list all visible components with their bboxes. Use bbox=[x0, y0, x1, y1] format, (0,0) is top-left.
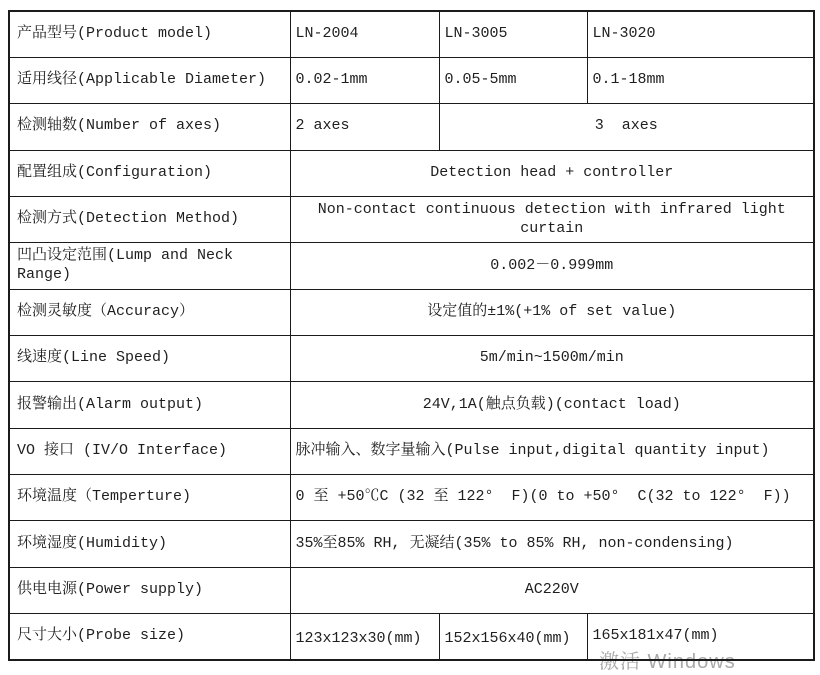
cell-model-2: LN-3005 bbox=[439, 11, 587, 57]
row-label-power-supply: 供电电源(Power supply) bbox=[9, 567, 290, 613]
table-row-power-supply bbox=[9, 567, 814, 613]
cell-diameter-3: 0.1-18mm bbox=[587, 57, 814, 103]
table-row-io-interface bbox=[9, 428, 814, 474]
cell-diameter-1: 0.02-1mm bbox=[290, 57, 439, 103]
row-label-probe-size: 尺寸大小(Probe size) bbox=[9, 613, 290, 660]
cell-accuracy: 设定值的±1%(+1% of set value) bbox=[290, 289, 814, 335]
row-label-number-of-axes: 检测轴数(Number of axes) bbox=[9, 104, 290, 150]
windows-activation-watermark: 激活 Windows bbox=[599, 651, 736, 673]
row-label-product-model: 产品型号(Product model) bbox=[9, 11, 290, 57]
row-label-configuration: 配置组成(Configuration) bbox=[9, 150, 290, 196]
cell-detection-method: Non-contact continuous detection with infrared light curtain bbox=[290, 196, 814, 242]
table-row-probe-size bbox=[9, 613, 814, 660]
row-label-io-interface: VO 接口 (IV/O Interface) bbox=[9, 428, 290, 474]
row-label-detection-method: 检测方式(Detection Method) bbox=[9, 196, 290, 242]
cell-model-3: LN-3020 bbox=[587, 11, 814, 57]
cell-probe-size-1: 123x123x30(mm) bbox=[290, 613, 439, 660]
cell-line-speed: 5m/min~1500m/min bbox=[290, 335, 814, 381]
row-label-applicable-diameter: 适用线径(Applicable Diameter) bbox=[9, 57, 290, 103]
cell-model-1: LN-2004 bbox=[290, 11, 439, 57]
cell-probe-size-2: 152x156x40(mm) bbox=[439, 613, 587, 660]
row-label-temperature: 环境温度（Temperture) bbox=[9, 474, 290, 520]
cell-probe-size-3: 165x181x47(mm) bbox=[587, 613, 814, 660]
table-row-configuration bbox=[9, 150, 814, 196]
table-row-temperature bbox=[9, 474, 814, 520]
cell-diameter-2: 0.05-5mm bbox=[439, 57, 587, 103]
table-row-number-of-axes bbox=[9, 104, 814, 150]
row-label-alarm-output: 报警输出(Alarm output) bbox=[9, 382, 290, 428]
table-row-lump-neck-range bbox=[9, 243, 814, 289]
row-label-lump-neck-range: 凹凸设定范围(Lump and Neck Range) bbox=[9, 243, 290, 289]
table-row-accuracy bbox=[9, 289, 814, 335]
table-row-line-speed bbox=[9, 335, 814, 381]
cell-axes-1: 2 axes bbox=[290, 104, 439, 150]
table-row-detection-method bbox=[9, 196, 814, 242]
cell-humidity: 35%至85% RH, 无凝结(35% to 85% RH, non-condensing) bbox=[290, 521, 814, 567]
table-row-applicable-diameter bbox=[9, 57, 814, 103]
cell-io-interface: 脉冲输入、数字量输入(Pulse input,digital quantity input) bbox=[290, 428, 814, 474]
cell-lump-neck-range: 0.002－0.999mm bbox=[290, 243, 814, 289]
table-row-alarm-output bbox=[9, 382, 814, 428]
table-row-product-model bbox=[9, 11, 814, 57]
row-label-line-speed: 线速度(Line Speed) bbox=[9, 335, 290, 381]
row-label-accuracy: 检测灵敏度（Accuracy） bbox=[9, 289, 290, 335]
cell-axes-2: 3 axes bbox=[439, 104, 814, 150]
cell-alarm-output: 24V,1A(触点负载)(contact load) bbox=[290, 382, 814, 428]
cell-temperature: 0 至 +50℃C (32 至 122° F)(0 to +50° C(32 to 122° F)) bbox=[290, 474, 814, 520]
table-row-humidity bbox=[9, 521, 814, 567]
spec-table bbox=[8, 10, 815, 661]
cell-power-supply: AC220V bbox=[290, 567, 814, 613]
cell-configuration: Detection head + controller bbox=[290, 150, 814, 196]
row-label-humidity: 环境湿度(Humidity) bbox=[9, 521, 290, 567]
